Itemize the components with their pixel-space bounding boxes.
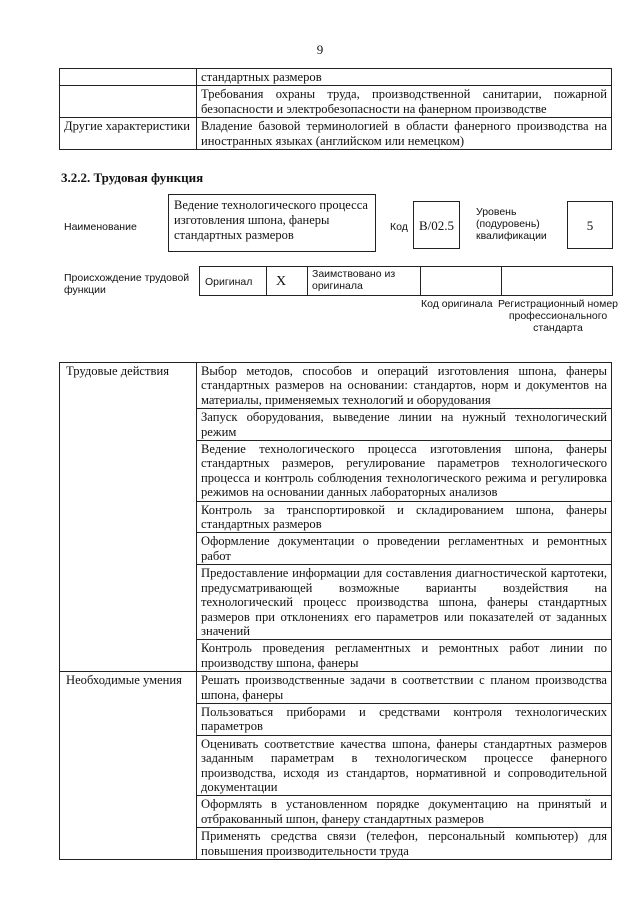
- table-row: [60, 118, 612, 150]
- code-label: Код: [390, 221, 408, 233]
- divider: [266, 267, 267, 295]
- original-mark: X: [276, 274, 287, 289]
- reg-number-caption: Регистрационный номер профессионального стандарта: [498, 298, 618, 334]
- code-original-caption: Код оригинала: [421, 298, 493, 310]
- original-label: Оригинал: [205, 276, 253, 288]
- labor-action-item: Контроль за транспортировкой и складированием шпона, фанеры стандартных размеров: [197, 501, 612, 533]
- section-title: 3.2.2. Трудовая функция: [61, 170, 204, 185]
- table-cell: Владение базовой терминологией в области фанерного производства на иностранных языках (английском или немецком): [197, 118, 612, 150]
- skill-item: Оценивать соответствие качества шпона, фанеры стандартных размеров заданным параметрам в технологическом процессе фанерного производства, исходя из стандартов, нормативной и сопроводительной документации: [197, 735, 612, 796]
- table-cell: стандартных размеров: [197, 69, 612, 86]
- labor-action-item: Выбор методов, способов и операций изготовления шпона, фанеры стандартных размеров на основании: стандартов, норм и документов на материалы, применяемых технологий и оборудования: [197, 363, 612, 409]
- qualification-level-label: Уровень (подуровень) квалификации: [476, 206, 547, 242]
- skill-label: Необходимые умения: [60, 672, 197, 860]
- divider: [307, 267, 308, 295]
- table-row: [60, 363, 612, 409]
- table-cell: Требования охраны труда, производственной санитарии, пожарной безопасности и электробезопасности на фанерном производстве: [197, 86, 612, 118]
- row-label-other: Другие характеристики: [60, 118, 197, 150]
- skill-item: Применять средства связи (телефон, персональный компьютер) для повышения производительности труда: [197, 828, 612, 860]
- origin-label: Происхождение трудовой функции: [64, 272, 190, 296]
- labor-action-item: Оформление документации о проведении регламентных и ремонтных работ: [197, 533, 612, 565]
- labor-action-item: Контроль проведения регламентных и ремонтных работ линии по производству шпона, фанеры: [197, 640, 612, 672]
- table-cell-empty: [60, 69, 197, 86]
- skill-item: Пользоваться приборами и средствами контроля технологических параметров: [197, 703, 612, 735]
- labor-action-label: Трудовые действия: [60, 363, 197, 672]
- labor-action-item: Предоставление информации для составления диагностической картотеки, предусматривающей возможные варианты воздействия на технологический процесс производства шпона, фанеры стандартных размеров при отклонениях его параметров или показателей от заданных значений: [197, 565, 612, 640]
- page-number: 9: [316, 42, 324, 57]
- table-row: [60, 69, 612, 86]
- table-row: [60, 672, 612, 704]
- code-value-box: B/02.5: [413, 201, 460, 249]
- skill-item: Решать производственные задачи в соответствии с планом производства шпона, фанеры: [197, 672, 612, 704]
- name-label: Наименование: [64, 221, 137, 233]
- labor-action-item: Запуск оборудования, выведение линии на нужный технологический режим: [197, 409, 612, 441]
- table-row: [60, 86, 612, 118]
- characteristics-table: [59, 68, 612, 150]
- table-cell-empty: [60, 86, 197, 118]
- qualification-level-box: 5: [567, 201, 613, 249]
- function-details-table: [59, 362, 612, 860]
- skill-item: Оформлять в установленном порядке документацию на принятый и отбракованный шпон, фанеру стандартных размеров: [197, 796, 612, 828]
- labor-action-item: Ведение технологического процесса изготовления шпона, фанеры стандартных размеров, регулирование параметров технологического процесса и контроль соблюдения технологического режима и регулировка режимов на основании данных лабораторных анализов: [197, 441, 612, 502]
- function-name-box: Ведение технологического процесса изготовления шпона, фанеры стандартных размеров: [168, 194, 376, 252]
- divider: [501, 267, 502, 295]
- borrowed-label: Заимствовано из оригинала: [312, 268, 396, 292]
- divider: [420, 267, 421, 295]
